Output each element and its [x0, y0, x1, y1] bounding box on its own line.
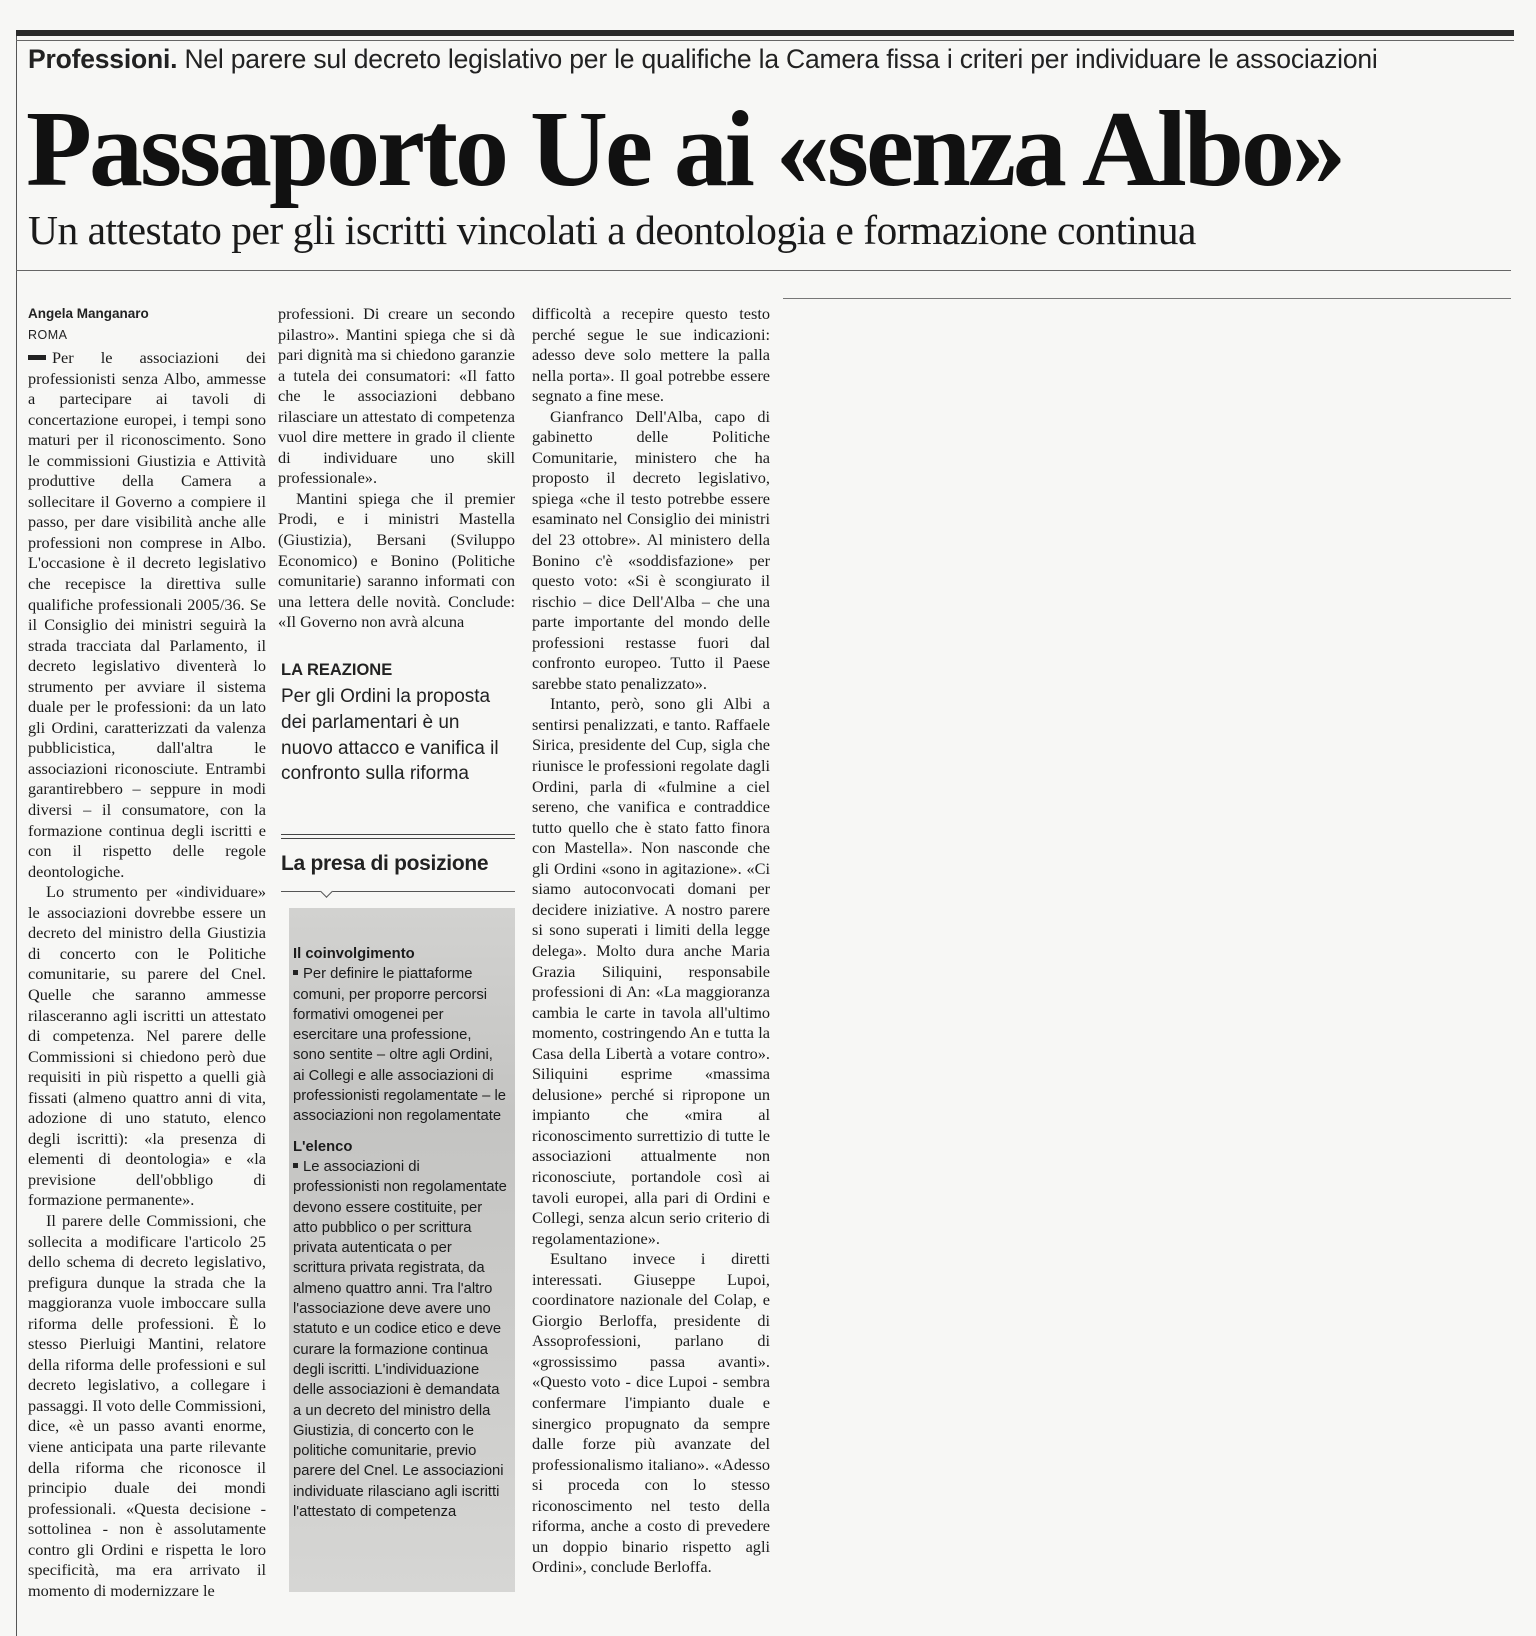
column-1: [28, 348, 266, 1601]
lead-marker: [28, 355, 46, 360]
sidebar-rule: [281, 838, 515, 839]
headline: Passaporto Ue ai «senza Albo»: [26, 90, 1343, 209]
box-title-notch: [320, 885, 333, 898]
box-text: Per definire le piattaforme comuni, per proporre percorsi formativi omogenei per esercitare una professione, sono sentite – oltre agli Ordini, ai Collegi e alle associazioni di professionisti regolamentate – le associazioni non regolamentate: [293, 966, 507, 1125]
top-rule: [16, 30, 1514, 36]
right-column-rule: [783, 298, 1511, 299]
box-title-rule: [281, 891, 515, 892]
paragraph: Intanto, però, sono gli Albi a sentirsi penalizzati, e tanto. Raffaele Sirica, presidente del Cup, sigla che riunisce le professioni regolate dagli Ordini, parla di «fulmine a ciel sereno, che vanifica e contraddice tutto quello che è stato fatto finora con Mastella». Non nasconde che gli Ordini «sono in agitazione». «Ci siamo autoconvocati domani per decidere iniziative. A nostro parere si sono superati i limiti della legge delega». Molto dura anche Maria Grazia Siliquini, responsabile professioni di An: «La maggioranza cambia le carte in tavola all'ultimo momento, costringendo An e tutta la Casa della Libertà a votare contro». Siliquini esprime «massima delusione» perché si ripropone un impianto che «mira al riconoscimento surrettizio di tutte le associazioni attualmente non riconosciute, portandole così ai tavoli europei, alla pari di Ordini e Collegi, senza alcun serio criterio di regolamentazione».: [532, 694, 770, 1248]
subheadline: Un attestato per gli iscritti vincolati a deontologia e formazione continua: [28, 207, 1196, 253]
boxout-content: [293, 944, 507, 1532]
column-2: [278, 304, 515, 633]
paragraph: Lo strumento per «individuare» le associazioni dovrebbe essere un decreto del ministro della Giustizia di concerto con le Politiche comunitarie, su parere del Cnel. Quelle che saranno ammesse rilasceranno agli iscritti un attestato di competenza. Nel parere delle Commissioni si chiedono però due requisiti in più rispetto a quelli già fissati (almeno quattro anni di vita, adozione di uno statuto, elenco degli iscritti): «la presenza di elementi di deontologia» e «la previsione dell'obbligo di formazione permanente».: [28, 882, 266, 1210]
box-title: La presa di posizione: [281, 852, 489, 875]
reaction-label: LA REAZIONE: [281, 661, 393, 679]
kicker-section: Professioni.: [28, 44, 178, 74]
paragraph: professioni. Di creare un secondo pilastro». Mantini spiega che si dà pari dignità ma si chiedono garanzie a tutela dei consumatori: «Il fatto che le associazioni debbano rilasciare un attestato di competenza vuol dire mettere in grado il cliente di individuare uno skill professionale».: [278, 304, 515, 488]
byline: Angela Manganaro: [28, 306, 149, 321]
bullet-icon: [293, 1163, 298, 1168]
bullet-icon: [293, 970, 298, 975]
kicker: [28, 44, 1518, 75]
page-edge-rule: [16, 34, 17, 1636]
paragraph: Per le associazioni dei professionisti senza Albo, ammesse a partecipare ai tavoli di concertazione europei, i tempi sono maturi per il riconoscimento. Sono le commissioni Giustizia e Attività produttive della Camera a sollecitare il Governo a compiere il passo, per dare visibilità anche alle professioni non comprese in Albo. L'occasione è il decreto legislativo che recepisce la direttiva sulle qualifiche professionali 2005/36. Se il Consiglio dei ministri seguirà la strada tracciata dal Parlamento, il decreto legislativo diventerà lo strumento per avviare il sistema duale per le professioni: da un lato gli Ordini, caratterizzati da valenza pubblicistica, dall'altra le associazioni riconosciute. Entrambi garantirebbero – seppure in modi diversi – il consumatore, con la formazione continua degli iscritti e con il rispetto delle regole deontologiche.: [28, 348, 266, 881]
box-text: Le associazioni di professionisti non regolamentate devono essere costituite, per atto pubblico o per scrittura privata autenticata o per scrittura privata registrata, da almeno quattro anni. Tra l'altro l'associazione deve avere uno statuto e un codice etico e deve curare la formazione continua degli iscritti. L'individuazione delle associazioni è demandata a un decreto del ministro della Giustizia, di concerto con le politiche comunitarie, previo parere del Cnel. Le associazioni individuate rilasciano agli iscritti l'attestato di competenza: [293, 1158, 507, 1521]
paragraph: Mantini spiega che il premier Prodi, e i ministri Mastella (Giustizia), Bersani (Sviluppo Economico) e Bonino (Politiche comunitarie) saranno informati con una lettera delle novità. Conclude: «Il Governo non avrà alcuna: [278, 488, 515, 632]
paragraph: Il parere delle Commissioni, che sollecita a modificare l'articolo 25 dello schema di decreto legislativo, prefigura dunque la strada che la maggioranza vuole imboccare sulla riforma delle professioni. È lo stesso Pierluigi Mantini, relatore della riforma delle professioni e sul decreto legislativo, a collegare i passaggi. Il voto delle Commissioni, dice, «è un passo avanti enorme, viene anticipata una parte rilevante della riforma che riconosce il principio duale dei mondi professionali. «Questa decisione - sottolinea - non è assolutamente contro gli Ordini e rispetta le loro specificità, ma era arrivato il momento di modernizzare le: [28, 1210, 266, 1600]
column-3: [532, 304, 770, 1578]
box-heading: L'elenco: [293, 1138, 353, 1155]
paragraph: Gianfranco Dell'Alba, capo di gabinetto delle Politiche Comunitarie, ministero che ha proposto il decreto legislativo, spiega «che il testo potrebbe essere esaminato nel Consiglio dei ministri del 23 ottobre». Al ministero della Bonino c'è «soddisfazione» per questo voto: «Si è scongiurato il rischio – dice Dell'Alba – che una parte importante del mondo delle professioni restasse fuori dal confronto europeo. Tutto il Paese sarebbe stato penalizzato».: [532, 406, 770, 693]
headline-rule: [16, 270, 1511, 271]
reaction-text: Per gli Ordini la proposta dei parlamentari è un nuovo attacco e vanifica il confronto sulla riforma: [281, 686, 499, 785]
kicker-text: Nel parere sul decreto legislativo per le qualifiche la Camera fissa i criteri per individuare le associazioni: [177, 44, 1378, 74]
dateline: ROMA: [28, 328, 68, 342]
paragraph: Esultano invece i diretti interessati. Giuseppe Lupoi, coordinatore nazionale del Colap, e Giorgio Berloffa, presidente di Assoprofessioni, parlano di «grossissimo passa avanti». «Questo voto - dice Lupoi - sembra confermare l'impianto duale e sinergico propugnato da sempre dalle forze più avanzate del professionalismo italiano». «Adesso si proceda con lo stesso riconoscimento nel testo della riforma, anche a costo di prevedere un doppio binario rispetto agli Ordini», conclude Berloffa.: [532, 1249, 770, 1577]
paragraph: difficoltà a recepire questo testo perché segue le sue indicazioni: adesso deve solo mettere la palla nella porta». Il goal potrebbe essere segnato a fine mese.: [532, 304, 770, 406]
top-rule-thin: [16, 40, 1514, 41]
sidebar-rule: [281, 834, 515, 835]
box-heading: Il coinvolgimento: [293, 946, 415, 962]
